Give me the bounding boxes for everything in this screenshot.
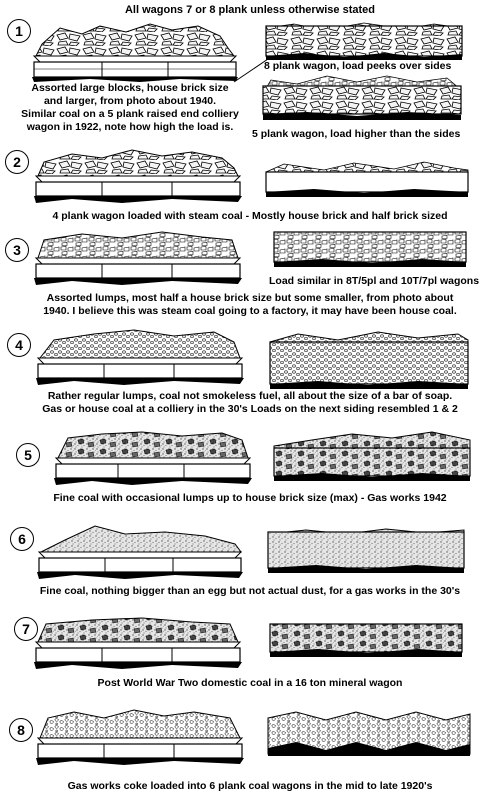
section-7-caption: Post World War Two domestic coal in a 16 ton mineral wagon <box>97 677 403 689</box>
section-7-wagon-front <box>32 614 246 676</box>
section-1-wagon-front <box>30 18 240 84</box>
section-4-caption-line-2: Gas or house coal at a colliery in the 30's Loads on the next siding resembled 1 & 2 <box>42 403 458 415</box>
section-5-wagon-side <box>272 430 472 486</box>
section-3-wagon-side <box>272 230 468 270</box>
section-1-side-label-2: 5 plank wagon, load higher than the sides <box>252 128 461 140</box>
section-1-caption-line-3: Similar coal on a 5 plank raised end colliery <box>21 108 239 120</box>
section-3-number: 3 <box>5 238 29 262</box>
section-6-caption: Fine coal, nothing bigger than an egg but not actual dust, for a gas works in the 30's <box>39 585 461 597</box>
page-header: All wagons 7 or 8 plank unless otherwise stated <box>124 4 375 16</box>
section-1-caption-line-1: Assorted large blocks, house brick size <box>31 82 229 94</box>
section-2-wagon-side <box>264 160 470 200</box>
section-8-wagon-front <box>34 704 248 770</box>
section-1-side-label-1: 8 plank wagon, load peeks over sides <box>264 60 452 72</box>
section-2-caption: 4 plank wagon loaded with steam coal - Mostly house brick and half brick sized <box>52 210 448 222</box>
section-5-caption: Fine coal with occasional lumps up to house brick size (max) - Gas works 1942 <box>53 492 447 504</box>
section-6-wagon-side <box>266 526 466 576</box>
section-8-wagon-side <box>266 708 472 760</box>
section-3-wagon-front <box>32 228 246 290</box>
section-4-wagon-front <box>34 326 248 388</box>
section-7-number: 7 <box>14 617 38 641</box>
section-5-number: 5 <box>16 443 40 467</box>
section-4-number: 4 <box>7 333 31 357</box>
section-3-caption-line-2: 1940. I believe this was steam coal going to a factory, it may have been house coal. <box>43 305 457 317</box>
section-8-number: 8 <box>9 718 33 742</box>
section-1-number: 1 <box>7 19 31 43</box>
section-4-wagon-side <box>268 328 470 392</box>
section-4-caption-line-1: Rather regular lumps, coal not smokeless fuel, all about the size of a bar of soap. <box>47 390 453 402</box>
section-6-wagon-front <box>35 520 245 584</box>
section-7-wagon-side <box>268 620 464 660</box>
section-6-number: 6 <box>10 527 34 551</box>
section-1-caption-line-2: and larger, from photo about 1940. <box>43 95 217 107</box>
section-5-wagon-front <box>52 428 252 490</box>
section-1-caption-line-4: wagon in 1922, note how high the load is. <box>26 121 234 133</box>
section-1-wagon-side-5-plank <box>257 72 467 128</box>
section-2-number: 2 <box>5 150 29 174</box>
section-2-wagon-front <box>32 146 246 208</box>
section-1-wagon-side-8-plank <box>264 22 464 62</box>
section-3-side-label: Load similar in 8T/5pl and 10T/7pl wagons <box>269 275 480 287</box>
section-8-caption: Gas works coke loaded into 6 plank coal wagons in the mid to late 1920's <box>67 780 433 792</box>
section-3-caption-line-1: Assorted lumps, most half a house brick size but some smaller, from photo about <box>46 292 454 304</box>
